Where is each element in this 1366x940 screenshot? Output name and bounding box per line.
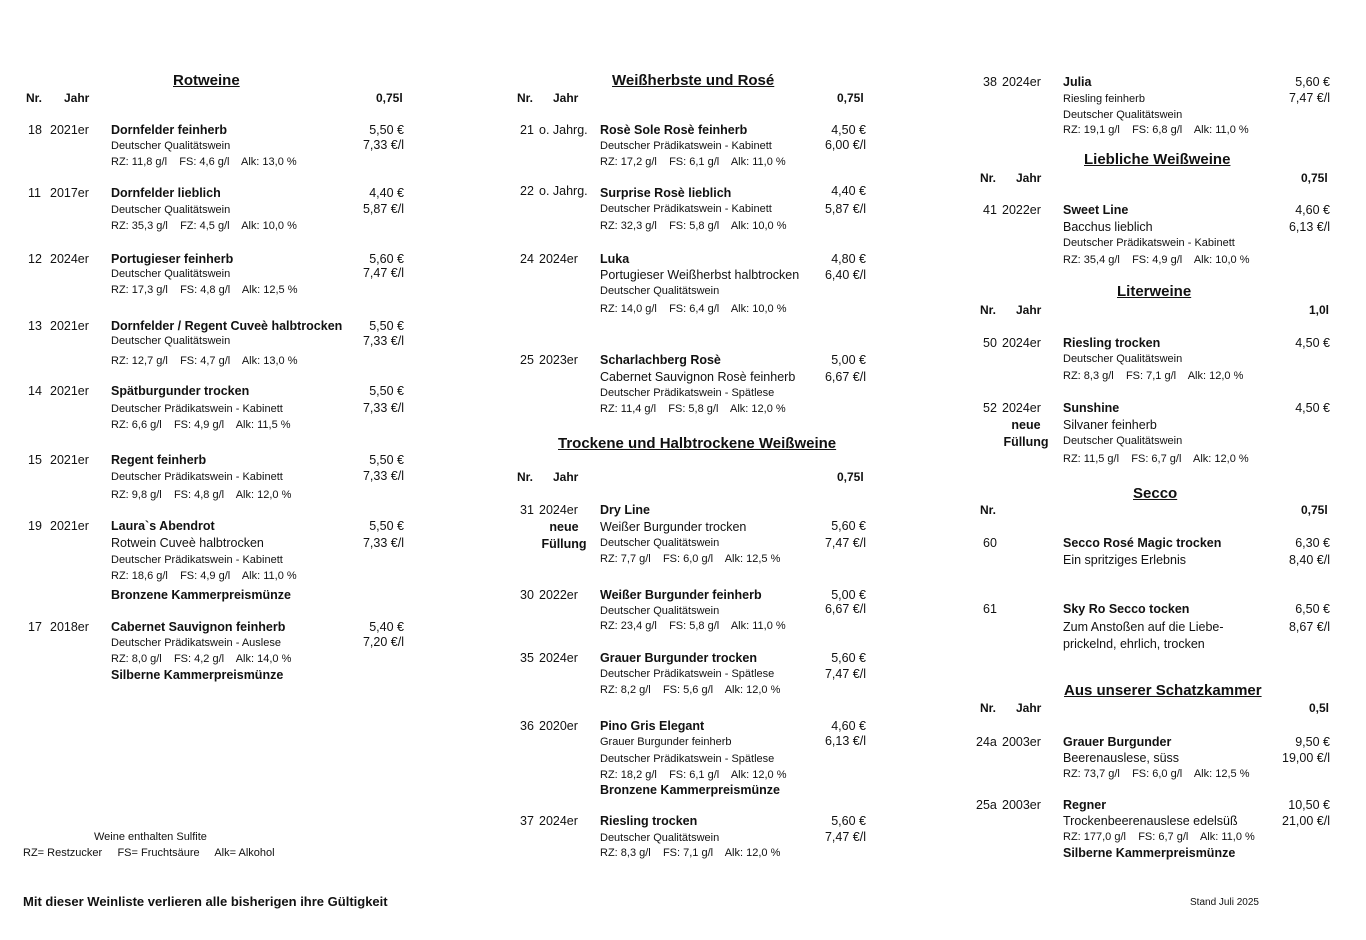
wine-number: 19	[28, 519, 42, 533]
wine-price-per-liter: 19,00 €/l	[1282, 751, 1330, 765]
wine-award: Bronzene Kammerpreismünze	[600, 783, 780, 797]
wine-award: Silberne Kammerpreismünze	[111, 668, 284, 682]
header-nr: Nr.	[980, 171, 997, 185]
wine-name: Riesling trocken	[600, 814, 698, 828]
header-volume: 0,75l	[837, 91, 864, 105]
wine-number: 41	[983, 203, 997, 217]
wine-year: 2003er	[1002, 735, 1041, 749]
wine-quality: Deutscher Prädikatswein - Spätlese	[600, 668, 775, 680]
wine-name: Dornfelder / Regent Cuveè halbtrocken	[111, 319, 343, 333]
abbreviation-legend: RZ= Restzucker FS= Fruchtsäure Alk= Alkohol	[23, 847, 275, 859]
header-volume: 1,0l	[1309, 303, 1330, 317]
header-jahr: Jahr	[553, 470, 579, 484]
wine-description: Beerenauslese, süss	[1063, 751, 1180, 765]
wine-name: Grauer Burgunder trocken	[600, 651, 757, 665]
section-title-literweine: Literweine	[1117, 283, 1192, 300]
wine-number: 22	[520, 184, 534, 198]
wine-year: 2024er	[539, 503, 578, 517]
wine-price: 5,50 €	[369, 123, 404, 137]
stand-date: Stand Juli 2025	[1190, 897, 1259, 908]
wine-analysis: RZ: 18,2 g/l FS: 6,1 g/l Alk: 12,0 %	[600, 769, 787, 781]
wine-number: 37	[520, 814, 534, 828]
wine-name: Julia	[1063, 75, 1092, 89]
header-nr: Nr.	[980, 503, 997, 517]
wine-description: Rotwein Cuveè halbtrocken	[111, 536, 264, 550]
wine-price-per-liter: 21,00 €/l	[1282, 814, 1330, 828]
wine-price-per-liter: 6,67 €/l	[824, 602, 866, 616]
wine-analysis: RZ: 11,4 g/l FS: 5,8 g/l Alk: 12,0 %	[600, 403, 786, 415]
wine-name: Sky Ro Secco tocken	[1063, 602, 1190, 616]
wine-year: 2022er	[539, 588, 578, 602]
wine-number: 21	[520, 123, 534, 137]
wine-price: 5,60 €	[831, 814, 866, 828]
wine-price-per-liter: 5,87 €/l	[824, 202, 866, 216]
wine-number: 30	[520, 588, 534, 602]
wine-quality: Deutscher Qualitätswein	[600, 605, 720, 617]
wine-analysis: RZ: 35,3 g/l FZ: 4,5 g/l Alk: 10,0 %	[111, 220, 297, 232]
wine-price-per-liter: 6,13 €/l	[824, 734, 866, 748]
wine-price: 5,50 €	[369, 384, 404, 398]
wine-analysis: RZ: 9,8 g/l FS: 4,8 g/l Alk: 12,0 %	[111, 489, 292, 501]
wine-quality: Deutscher Prädikatswein - Kabinett	[600, 140, 772, 152]
header-nr: Nr.	[517, 470, 534, 484]
sulfite-notice: Weine enthalten Sulfite	[94, 831, 207, 843]
wine-price-per-liter: 7,33 €/l	[362, 334, 404, 348]
wine-description: Ein spritziges Erlebnis	[1063, 553, 1186, 567]
wine-analysis: RZ: 8,2 g/l FS: 5,6 g/l Alk: 12,0 %	[600, 684, 781, 696]
wine-number: 50	[983, 336, 997, 350]
wine-price-per-liter: 6,40 €/l	[824, 268, 866, 282]
wine-description: Zum Anstoßen auf die Liebe-	[1063, 620, 1224, 634]
wine-price-per-liter: 7,47 €/l	[824, 830, 866, 844]
wine-name: Surprise Rosè lieblich	[600, 186, 732, 200]
wine-name: Riesling trocken	[1063, 336, 1161, 350]
wine-price-per-liter: 8,40 €/l	[1288, 553, 1330, 567]
wine-year: 2022er	[1002, 203, 1041, 217]
section-title-schatzkammer: Aus unserer Schatzkammer	[1064, 682, 1262, 699]
wine-name: Spätburgunder trocken	[111, 384, 250, 398]
wine-analysis: RZ: 17,2 g/l FS: 6,1 g/l Alk: 11,0 %	[600, 156, 786, 168]
wine-quality: Deutscher Prädikatswein - Spätlese	[600, 387, 775, 399]
wine-quality: Deutscher Qualitätswein	[1063, 353, 1183, 365]
wine-analysis: RZ: 23,4 g/l FS: 5,8 g/l Alk: 11,0 %	[600, 620, 786, 632]
wine-price: 6,30 €	[1295, 536, 1330, 550]
wine-number: 12	[28, 252, 42, 266]
wine-description-line2: prickelnd, ehrlich, trocken	[1063, 637, 1205, 651]
header-jahr: Jahr	[1016, 171, 1042, 185]
wine-price: 9,50 €	[1295, 735, 1330, 749]
wine-analysis: RZ: 17,3 g/l FS: 4,8 g/l Alk: 12,5 %	[111, 284, 298, 296]
wine-price: 4,40 €	[831, 184, 866, 198]
wine-quality: Deutscher Qualitätswein	[600, 285, 720, 297]
wine-price-per-liter: 6,13 €/l	[1288, 220, 1330, 234]
wine-year: 2003er	[1002, 798, 1041, 812]
wine-number: 61	[983, 602, 997, 616]
wine-year: 2020er	[539, 719, 578, 733]
wine-number: 18	[28, 123, 42, 137]
wine-analysis: RZ: 8,3 g/l FS: 7,1 g/l Alk: 12,0 %	[1063, 370, 1244, 382]
wine-number: 25	[520, 353, 534, 367]
wine-price: 4,80 €	[831, 252, 866, 266]
wine-name: Scharlachberg Rosè	[600, 353, 721, 367]
wine-name: Grauer Burgunder	[1063, 735, 1172, 749]
wine-name: Luka	[600, 252, 630, 266]
wine-price-per-liter: 7,47 €/l	[362, 266, 404, 280]
wine-price-per-liter: 6,67 €/l	[824, 370, 866, 384]
section-title-weissherbste: Weißherbste und Rosé	[612, 72, 775, 89]
section-title-rotweine: Rotweine	[173, 72, 240, 89]
header-nr: Nr.	[980, 303, 997, 317]
header-jahr: Jahr	[553, 91, 579, 105]
wine-analysis: RZ: 177,0 g/l FS: 6,7 g/l Alk: 11,0 %	[1063, 831, 1255, 843]
wine-name: Dornfelder lieblich	[111, 186, 221, 200]
wine-price: 4,60 €	[831, 719, 866, 733]
wine-name: Portugieser feinherb	[111, 252, 234, 266]
wine-price: 10,50 €	[1288, 798, 1330, 812]
wine-year: 2024er	[1002, 401, 1041, 415]
wine-analysis: RZ: 11,5 g/l FS: 6,7 g/l Alk: 12,0 %	[1063, 453, 1249, 465]
wine-price-per-liter: 7,33 €/l	[362, 401, 404, 415]
wine-quality: Deutscher Prädikatswein - Kabinett	[111, 471, 283, 483]
wine-analysis: RZ: 12,7 g/l FS: 4,7 g/l Alk: 13,0 %	[111, 355, 298, 367]
wine-price: 4,50 €	[1295, 401, 1330, 415]
wine-year: 2021er	[50, 123, 89, 137]
header-volume: 0,75l	[376, 91, 403, 105]
wine-year: 2021er	[50, 384, 89, 398]
wine-quality: Deutscher Prädikatswein - Kabinett	[111, 403, 283, 415]
wine-quality: Deutscher Qualitätswein	[1063, 435, 1183, 447]
wine-price: 4,50 €	[1295, 336, 1330, 350]
wine-price: 5,50 €	[369, 319, 404, 333]
header-volume: 0,75l	[1301, 503, 1328, 517]
wine-name: Pino Gris Elegant	[600, 719, 705, 733]
wine-year: 2021er	[50, 519, 89, 533]
wine-analysis: RZ: 32,3 g/l FS: 5,8 g/l Alk: 10,0 %	[600, 220, 787, 232]
wine-analysis: RZ: 73,7 g/l FS: 6,0 g/l Alk: 12,5 %	[1063, 768, 1250, 780]
wine-price: 6,50 €	[1295, 602, 1330, 616]
wine-year: 2024er	[1002, 75, 1041, 89]
wine-price-per-liter: 7,20 €/l	[362, 635, 404, 649]
wine-year: 2021er	[50, 319, 89, 333]
wine-price: 5,40 €	[369, 620, 404, 634]
wine-price-per-liter: 7,47 €/l	[1288, 91, 1330, 105]
wine-number: 38	[983, 75, 997, 89]
wine-year: 2018er	[50, 620, 89, 634]
section-title-secco: Secco	[1133, 485, 1178, 502]
wine-number: 11	[28, 186, 41, 200]
wine-name: Cabernet Sauvignon feinherb	[111, 620, 286, 634]
wine-number: 35	[520, 651, 534, 665]
wine-year: 2024er	[539, 814, 578, 828]
wine-analysis: RZ: 8,3 g/l FS: 7,1 g/l Alk: 12,0 %	[600, 847, 781, 859]
wine-year: 2024er	[539, 651, 578, 665]
wine-price: 5,00 €	[831, 588, 866, 602]
wine-number: 24	[520, 252, 534, 266]
wine-quality: Deutscher Prädikatswein - Auslese	[111, 637, 281, 649]
wine-quality: Deutscher Prädikatswein - Spätlese	[600, 753, 775, 765]
wine-year: 2023er	[539, 353, 578, 367]
wine-price: 5,60 €	[1295, 75, 1330, 89]
wine-year: o. Jahrg.	[539, 184, 588, 198]
wine-name: Dornfelder feinherb	[111, 123, 227, 137]
wine-price: 5,60 €	[831, 519, 866, 533]
wine-number: 31	[520, 503, 534, 517]
wine-name: Weißer Burgunder feinherb	[600, 588, 762, 602]
wine-number: 15	[28, 453, 42, 467]
new-filling-line2: Füllung	[541, 537, 587, 551]
new-filling-line1: neue	[1011, 418, 1041, 432]
wine-number: 24a	[976, 735, 997, 749]
wine-price: 4,50 €	[831, 123, 866, 137]
wine-number: 17	[28, 620, 42, 634]
header-nr: Nr.	[980, 701, 997, 715]
wine-price-per-liter: 7,33 €/l	[362, 469, 404, 483]
wine-price: 5,50 €	[369, 453, 404, 467]
wine-quality: Deutscher Qualitätswein	[600, 832, 720, 844]
wine-analysis: RZ: 6,6 g/l FS: 4,9 g/l Alk: 11,5 %	[111, 419, 291, 431]
wine-price: 5,60 €	[369, 252, 404, 266]
wine-quality: Deutscher Qualitätswein	[111, 204, 231, 216]
wine-description: Trockenbeerenauslese edelsüß	[1063, 814, 1238, 828]
wine-name: Regent feinherb	[111, 453, 207, 467]
wine-analysis: RZ: 14,0 g/l FS: 6,4 g/l Alk: 10,0 %	[600, 303, 787, 315]
wine-price-per-liter: 7,47 €/l	[824, 536, 866, 550]
wine-number: 52	[983, 401, 997, 415]
wine-analysis: RZ: 18,6 g/l FS: 4,9 g/l Alk: 11,0 %	[111, 570, 297, 582]
header-jahr: Jahr	[1016, 303, 1042, 317]
wine-price-per-liter: 8,67 €/l	[1288, 620, 1330, 634]
header-nr: Nr.	[26, 91, 43, 105]
wine-name: Secco Rosé Magic trocken	[1063, 536, 1222, 550]
wine-price-per-liter: 6,00 €/l	[824, 138, 866, 152]
wine-quality: Deutscher Qualitätswein	[111, 140, 231, 152]
wine-award: Silberne Kammerpreismünze	[1063, 846, 1236, 860]
new-filling-badge	[998, 417, 1054, 451]
header-nr: Nr.	[517, 91, 534, 105]
wine-number: 13	[28, 319, 42, 333]
wine-quality: Deutscher Prädikatswein - Kabinett	[111, 554, 283, 566]
wine-price: 5,60 €	[831, 651, 866, 665]
wine-price-per-liter: 5,87 €/l	[362, 202, 404, 216]
wine-quality: Deutscher Qualitätswein	[111, 335, 231, 347]
header-jahr: Jahr	[1016, 701, 1042, 715]
wine-year: 2024er	[1002, 336, 1041, 350]
header-volume: 0,5l	[1309, 701, 1330, 715]
wine-number: 25a	[976, 798, 997, 812]
wine-price-per-liter: 7,33 €/l	[362, 138, 404, 152]
wine-description: Portugieser Weißherbst halbtrocken	[600, 268, 800, 282]
wine-number: 60	[983, 536, 997, 550]
wine-year: o. Jahrg.	[539, 123, 588, 137]
header-jahr: Jahr	[64, 91, 90, 105]
wine-description: Cabernet Sauvignon Rosè feinherb	[600, 370, 796, 384]
header-volume: 0,75l	[1301, 171, 1328, 185]
wine-quality: Deutscher Prädikatswein - Kabinett	[1063, 237, 1235, 249]
wine-year: 2024er	[50, 252, 89, 266]
wine-description: Weißer Burgunder trocken	[600, 520, 747, 534]
validity-notice: Mit dieser Weinliste verlieren alle bisherigen ihre Gültigkeit	[23, 894, 388, 909]
wine-year: 2021er	[50, 453, 89, 467]
wine-description: Riesling feinherb	[1063, 93, 1145, 105]
wine-price-per-liter: 7,47 €/l	[824, 667, 866, 681]
new-filling-line1: neue	[549, 520, 579, 534]
wine-quality: Deutscher Prädikatswein - Kabinett	[600, 203, 772, 215]
wine-award: Bronzene Kammerpreismünze	[111, 588, 291, 602]
wine-description: Bacchus lieblich	[1063, 220, 1153, 234]
wine-year: 2017er	[50, 186, 89, 200]
wine-description: Silvaner feinherb	[1063, 418, 1157, 432]
wine-price-per-liter: 7,33 €/l	[362, 536, 404, 550]
wine-analysis: RZ: 7,7 g/l FS: 6,0 g/l Alk: 12,5 %	[600, 553, 781, 565]
wine-name: Laura`s Abendrot	[111, 519, 215, 533]
wine-price: 5,50 €	[369, 519, 404, 533]
wine-analysis: RZ: 8,0 g/l FS: 4,2 g/l Alk: 14,0 %	[111, 653, 292, 665]
wine-price: 5,00 €	[831, 353, 866, 367]
wine-description: Grauer Burgunder feinherb	[600, 736, 732, 748]
new-filling-line2: Füllung	[1003, 435, 1049, 449]
wine-price: 4,40 €	[369, 186, 404, 200]
wine-quality: Deutscher Qualitätswein	[600, 537, 720, 549]
wine-quality: Deutscher Qualitätswein	[1063, 109, 1183, 121]
wine-name: Sweet Line	[1063, 203, 1129, 217]
wine-quality: Deutscher Qualitätswein	[111, 268, 231, 280]
wine-name: Dry Line	[600, 503, 651, 517]
wine-year: 2024er	[539, 252, 578, 266]
wine-name: Sunshine	[1063, 401, 1120, 415]
header-volume: 0,75l	[837, 470, 864, 484]
wine-number: 36	[520, 719, 534, 733]
section-title-trockene-weissweine: Trockene und Halbtrockene Weißweine	[558, 435, 837, 452]
wine-analysis: RZ: 11,8 g/l FS: 4,6 g/l Alk: 13,0 %	[111, 156, 297, 168]
wine-name: Regner	[1063, 798, 1107, 812]
wine-analysis: RZ: 35,4 g/l FS: 4,9 g/l Alk: 10,0 %	[1063, 254, 1250, 266]
section-title-liebliche-weissweine: Liebliche Weißweine	[1084, 151, 1231, 168]
wine-price: 4,60 €	[1295, 203, 1330, 217]
wine-analysis: RZ: 19,1 g/l FS: 6,8 g/l Alk: 11,0 %	[1063, 124, 1249, 136]
new-filling-badge	[536, 519, 592, 553]
wine-number: 14	[28, 384, 42, 398]
wine-name: Rosè Sole Rosè feinherb	[600, 123, 748, 137]
